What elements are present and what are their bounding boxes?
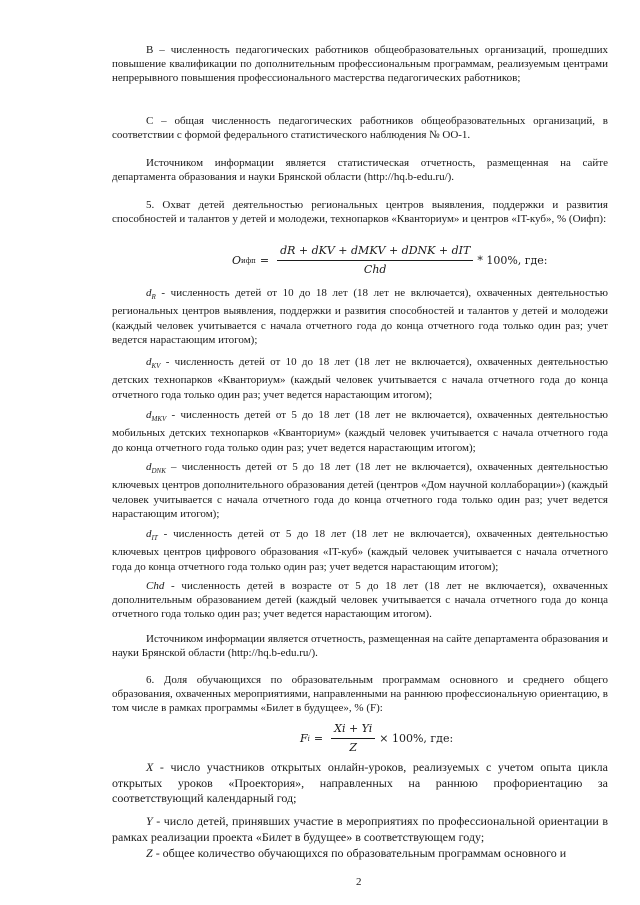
formula-coverage: O ифп = $\frac{\text{dR + dKV + dMKV + dDNK + dIT}}{\text{Chd}}$ * 100%, где: (232, 244, 548, 277)
definition-dr: $d_R$ - численность детей от 10 до 18 лет (18 лет не включается), охваченных деятельностью региональных центров выявления, поддержки и развития способностей и талантов у детей и молодежи (каждый человек учитывается с начала отчетного года до конца отчетного года только один раз; учет ведется нарастающим итогом); (112, 287, 608, 346)
definition-dmkv: $d_{MKV}$ - численность детей от 5 до 18 лет (18 лет не включается), охваченных деятельностью мобильных детских технопарков «Кванториум» (каждый человек учитывается с начала отчетного года до конца отчетного года только один раз; учет ведется нарастающим итогом); (112, 409, 608, 454)
definition-ddnk: $d_{DNK}$ – численность детей от 5 до 18 лет (18 лет не включается), охваченных деятельностью ключевых центров дополнительного образования детей (центров «Дом научной коллаборации») (каждый человек учитывается с начала отчетного года до конца отчетного года только один раз; учет ведется нарастающим итогом); (112, 461, 608, 520)
paragraph-item-5: 5. Охват детей деятельностью региональных центров выявления, поддержки и развития способностей и талантов у детей и молодежи, технопарков «Кванториум» и центров «IT-куб», % (Oифп): (112, 199, 608, 226)
definition-dit: $d_{IT}$ - численность детей от 5 до 18 лет (18 лет не включается), охваченных деятельностью ключевых центров цифрового образования «IT-куб» (каждый человек учитывается с начала отчетного года до конца отчетного года только один раз; учет ведется нарастающим итогом); (112, 528, 608, 573)
definition-y: Y - число детей, принявших участие в мероприятиях по профессиональной ориентации в рамках реализации проекта «Билет в будущее» в соответствующем году; (112, 814, 608, 844)
formula-coverage-fraction: $\frac{\text{dR + dKV + dMKV + dDNK + dIT}}{\text{Chd}}$ (277, 244, 473, 277)
paragraph-b-definition: B – численность педагогических работников общеобразовательных организаций, прошедших повышение квалификации по дополнительным профессиональным программам, реализуемым центрами непрерывного повышения профессионального мастерства педагогических работников; (112, 44, 608, 85)
definition-x: X - число участников открытых онлайн-уроков, реализуемых с учетом опыта цикла открытых уроков «Проектория», направленных на раннюю профориентацию за соответствующий календарный год; (112, 760, 608, 805)
paragraph-c-definition: C – общая численность педагогических работников общеобразовательных организаций, в соответствии с формой федерального статистического наблюдения № ОО-1. (112, 115, 608, 142)
definition-dkv: $d_{KV}$ - численность детей от 10 до 18 лет (18 лет не включается), охваченных деятельностью детских технопарков «Кванториум» (каждый человек учитывается с начала отчетного года до конца отчетного года только один раз; учет ведется нарастающим итогом); (112, 356, 608, 401)
definition-chd: Chd - численность детей в возрасте от 5 до 18 лет (18 лет не включается), охваченных дополнительным образованием детей (каждый человек учитывается с начала отчетного года до конца отчетного года только один раз; учет ведется нарастающим итогом). (112, 580, 608, 621)
paragraph-source-1: Источником информации является статистическая отчетность, размещенная на сайте департамента образования и науки Брянской области (http://hq.b-edu.ru/). (112, 157, 608, 184)
definition-z: Z - общее количество обучающихся по образовательным программам основного и (146, 846, 567, 860)
paragraph-source-2: Источником информации является отчетность, размещенная на сайте департамента образования и науки Брянской области (http://hq.b-edu.ru/). (112, 633, 608, 660)
formula-share-fraction: $\frac{Xi + Yi}{Z}$ (331, 722, 375, 755)
page-number: 2 (356, 876, 362, 888)
formula-share: F i = $\frac{Xi + Yi}{Z}$ × 100%, где: (300, 722, 454, 755)
paragraph-item-6: 6. Доля обучающихся по образовательным программам основного и среднего общего образования, охваченных мероприятиями, направленными на раннюю профессиональную ориентацию, в том числе в рамках программы «Билет в будущее», % (F): (112, 674, 608, 715)
